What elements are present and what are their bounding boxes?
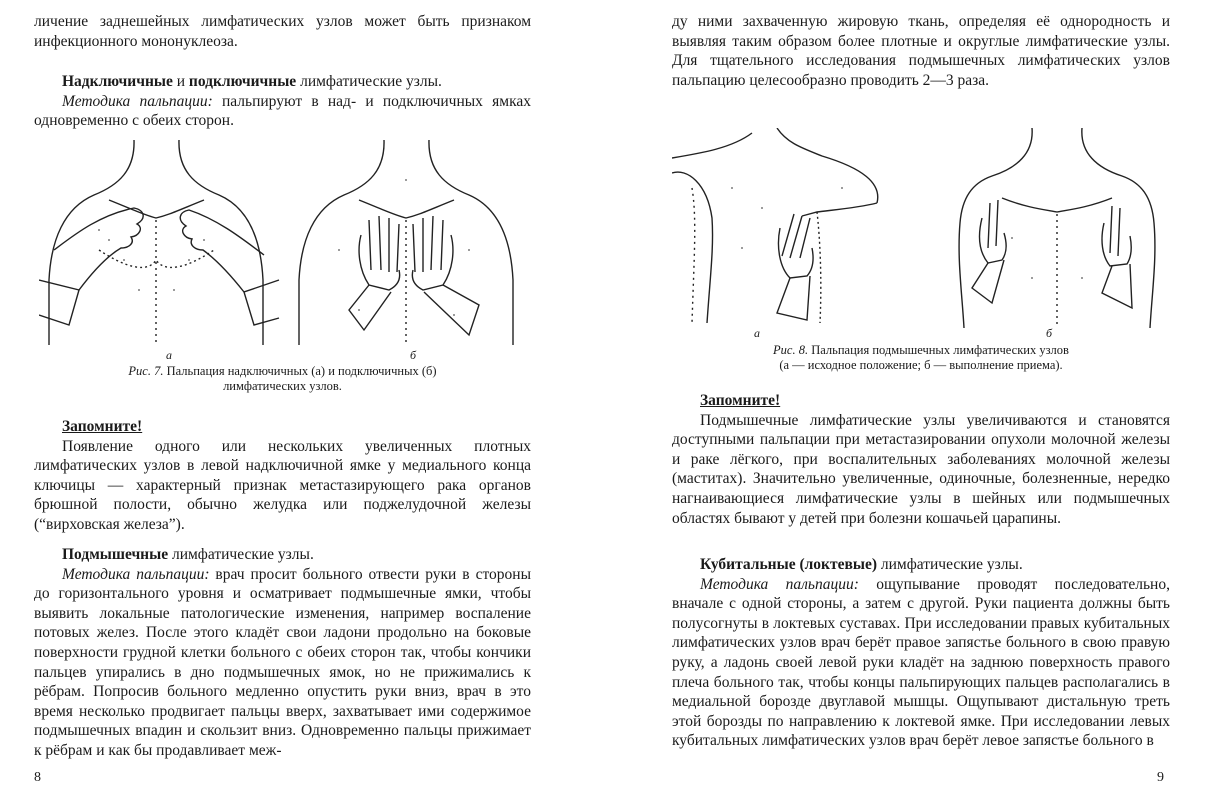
- hand-left-b: [980, 200, 1006, 263]
- figure-8-letter-a: а: [754, 326, 760, 340]
- remember-title: Запомните!: [700, 392, 781, 409]
- paragraph: Методика пальпации: пальпируют в над- и подключичных ямках одновременно с обеих сторон.: [34, 92, 531, 130]
- hand-right-b: [412, 216, 453, 290]
- figure-8-illustration: [672, 128, 1170, 328]
- figure-7-letter-b: б: [410, 348, 417, 362]
- remember-title: Запомните!: [62, 418, 143, 435]
- torso-outline-b: [959, 128, 1032, 328]
- figure-8-letter-b: б: [1046, 326, 1053, 340]
- hand-left-a: [54, 208, 143, 290]
- page-number: 9: [1157, 770, 1164, 785]
- hand-right-a: [180, 210, 264, 292]
- section-heading: Подмышечные лимфатические узлы.: [62, 546, 314, 563]
- torso-outline-b: [299, 140, 384, 345]
- paragraph: Методика пальпации: ощупывание проводят последовательно, вначале с одной стороны, а затем с другой. Руки пациента должны быть полусогнуты в локтевых суставах. При исследовании правых кубитальных лимфатических узлов врач берёт правое запястье больного в свою правую руку, а ладонь своей левой руки кладёт на заднюю поверхность правого плеча больного так, чтобы концы пальпирующих пальцев располагались в медиальной борозде двуглавой мышцы. Ощупывают дистальную треть этой борозды по направлению к локтевой ямке. При исследовании левых кубитальных лимфатических узлов врач берёт левое запястье больного в: [672, 575, 1170, 750]
- hand-a: [778, 214, 813, 278]
- torso-outline-a: [672, 128, 878, 203]
- paragraph: Методика пальпации: врач просит больного отвести руки в стороны до горизонтального уровня и осматривает подмышечные ямки, чтобы выявить локальные патологические изменения, например воспаление потовых желез. После этого кладёт свои ладони продольно на боковые поверхности грудной клетки больного с обеих сторон так, чтобы кончики пальцев упирались в дно подмышечных ямок, но не прижимались к рёбрам. Попросив больного медленно опустить руки вниз, врач в это время несколько продвигает пальцы вверх, захватывает ими содержимое подмышечных впадин и скользит вниз. Одновременно пальцы прижимает к рёбрам и как бы продавливает меж-: [34, 565, 531, 759]
- remember-text: Появление одного или нескольких увеличенных плотных лимфатических узлов в левой надключичной ямке у медиального конца ключицы — характерный признак метастазирующего рака органов брюшной полости, обычно желудка или поджелудочной железы (“вирховская железа”).: [34, 437, 531, 533]
- paragraph: личение заднешейных лимфатических узлов может быть признаком инфекционного мононуклеоза.: [34, 13, 531, 50]
- page-number: 8: [34, 770, 41, 785]
- figure-7-caption: Рис. 7. Пальпация надключичных (а) и подключичных (б) лимфатических узлов.: [128, 364, 437, 393]
- figure-7-illustration: [39, 140, 529, 350]
- remember-text: Подмышечные лимфатические узлы увеличиваются и становятся доступными пальпации при метастазировании опухоли молочной железы и раке лёгкого, при воспалительных заболеваниях молочной железы (маститах). Значительно увеличенные, одиночные, болезненные, нередко нагнаивающиеся лимфатические узлы в шейных или подмышечных областях бывают у детей при болезни кошачьей царапины.: [672, 411, 1170, 527]
- torso-outline-a: [49, 140, 134, 345]
- figure-7-letter-a: а: [166, 348, 172, 362]
- hand-right-b: [1102, 206, 1131, 266]
- figure-8: [672, 128, 1170, 328]
- section-heading: Надключичные и подключичные лимфатические узлы.: [62, 73, 442, 90]
- figure-7: [39, 140, 529, 350]
- figure-8-caption: Рис. 8. Пальпация подмышечных лимфатических узлов (а — исходное положение; б — выполнение приема).: [773, 343, 1069, 372]
- section-heading: Кубитальные (локтевые) лимфатические узлы.: [700, 556, 1023, 573]
- paragraph: ду ними захваченную жировую ткань, определяя её однородность и выявляя таким образом более плотные и округлые лимфатические узлы. Для тщательного исследования подмышечных лимфатических узлов пальпацию целесообразно проводить 2—3 раза.: [672, 13, 1170, 89]
- hand-left-b: [359, 216, 400, 290]
